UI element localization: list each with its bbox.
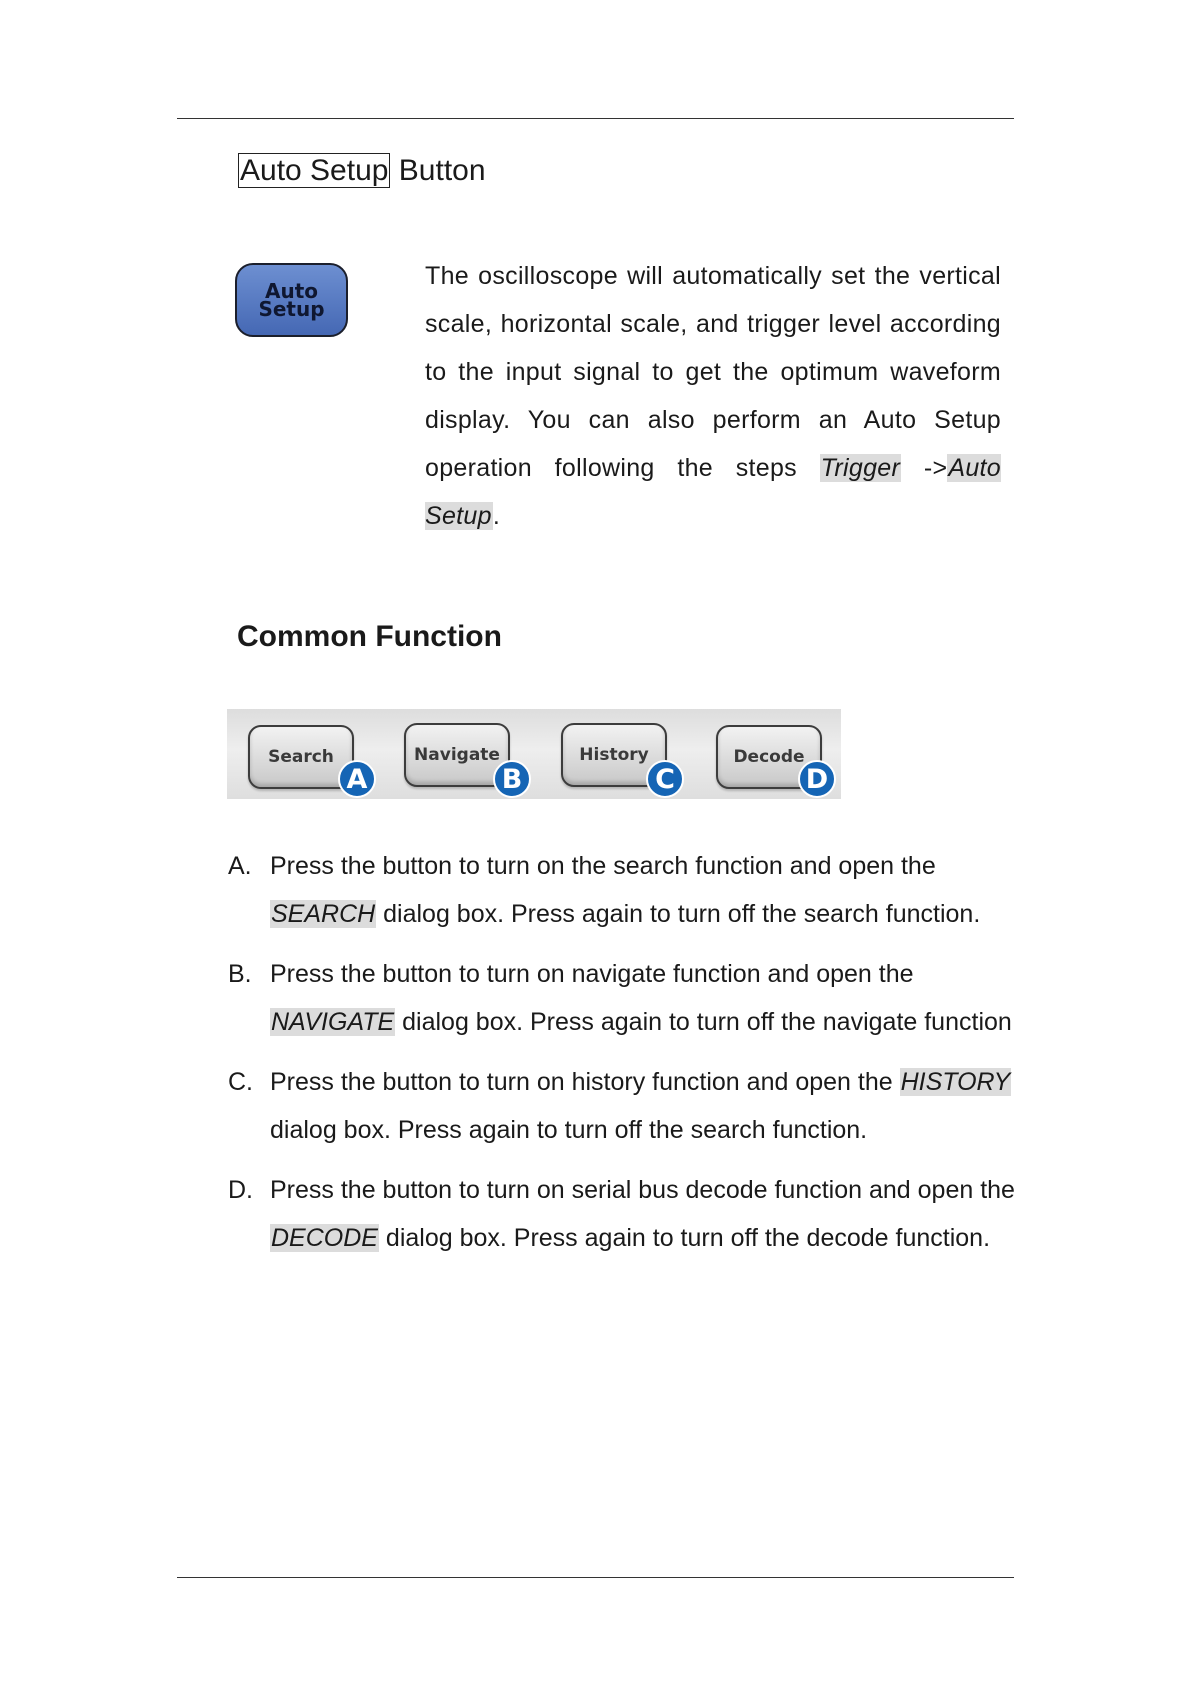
step-auto-setup: Auto Setup <box>425 454 1001 530</box>
search-key-label: Search <box>268 747 334 767</box>
auto-setup-description <box>425 252 1001 540</box>
header-rule <box>177 118 1014 119</box>
navigate-key-label: Navigate <box>414 745 500 765</box>
item-text: Press the button to turn on history function and open the <box>270 1068 900 1096</box>
section-title-common-function: Common Function <box>237 620 502 653</box>
badge-c: C <box>646 760 684 798</box>
title-rest: Button <box>390 154 486 187</box>
item-letter: B. <box>228 960 252 988</box>
footer-rule <box>177 1577 1014 1578</box>
decode-key-label: Decode <box>733 747 805 767</box>
history-key-label: History <box>579 745 649 765</box>
item-text-end: dialog box. Press again to turn off the decode function. <box>378 1224 991 1252</box>
description-text: The oscilloscope will automatically set the vertical scale, horizontal scale, and trigger level according to the input signal to get the optimum waveform display. You can also perform an Auto Setup operation following the steps <box>425 262 1001 482</box>
item-text: Press the button to turn on the search function and open the <box>270 852 936 880</box>
section-title-auto-setup <box>238 146 486 196</box>
auto-setup-button-line1: Auto <box>264 279 319 303</box>
item-text-end: dialog box. Press again to turn off the navigate function <box>395 1008 1012 1036</box>
item-text-end: dialog box. Press again to turn off the search function. <box>270 1116 868 1144</box>
item-text: Press the button to turn on navigate function and open the <box>270 960 914 988</box>
item-term: DECODE <box>271 1224 378 1252</box>
auto-setup-button-image <box>235 263 348 337</box>
function-buttons-panel <box>227 709 841 799</box>
list-item <box>228 1166 1018 1262</box>
title-boxed-term: Auto Setup <box>240 154 389 187</box>
item-letter: A. <box>228 852 252 880</box>
item-term: SEARCH <box>271 900 376 928</box>
list-item <box>228 1058 1018 1154</box>
badge-a: A <box>338 760 376 798</box>
item-text: Press the button to turn on serial bus decode function and open the <box>270 1176 1015 1204</box>
auto-setup-button-line2: Setup <box>258 297 325 321</box>
item-letter: C. <box>228 1068 253 1096</box>
badge-b: B <box>493 760 531 798</box>
item-text-end: dialog box. Press again to turn off the search function. <box>376 900 981 928</box>
step-trigger: Trigger <box>820 454 901 482</box>
description-end: . <box>492 502 501 530</box>
badge-d: D <box>798 760 836 798</box>
item-term: HISTORY <box>900 1068 1011 1096</box>
item-term: NAVIGATE <box>271 1008 395 1036</box>
list-item <box>228 950 1018 1046</box>
step-arrow: -> <box>901 454 948 482</box>
list-item <box>228 842 1018 938</box>
item-letter: D. <box>228 1176 253 1204</box>
function-description-list <box>228 842 1018 1274</box>
